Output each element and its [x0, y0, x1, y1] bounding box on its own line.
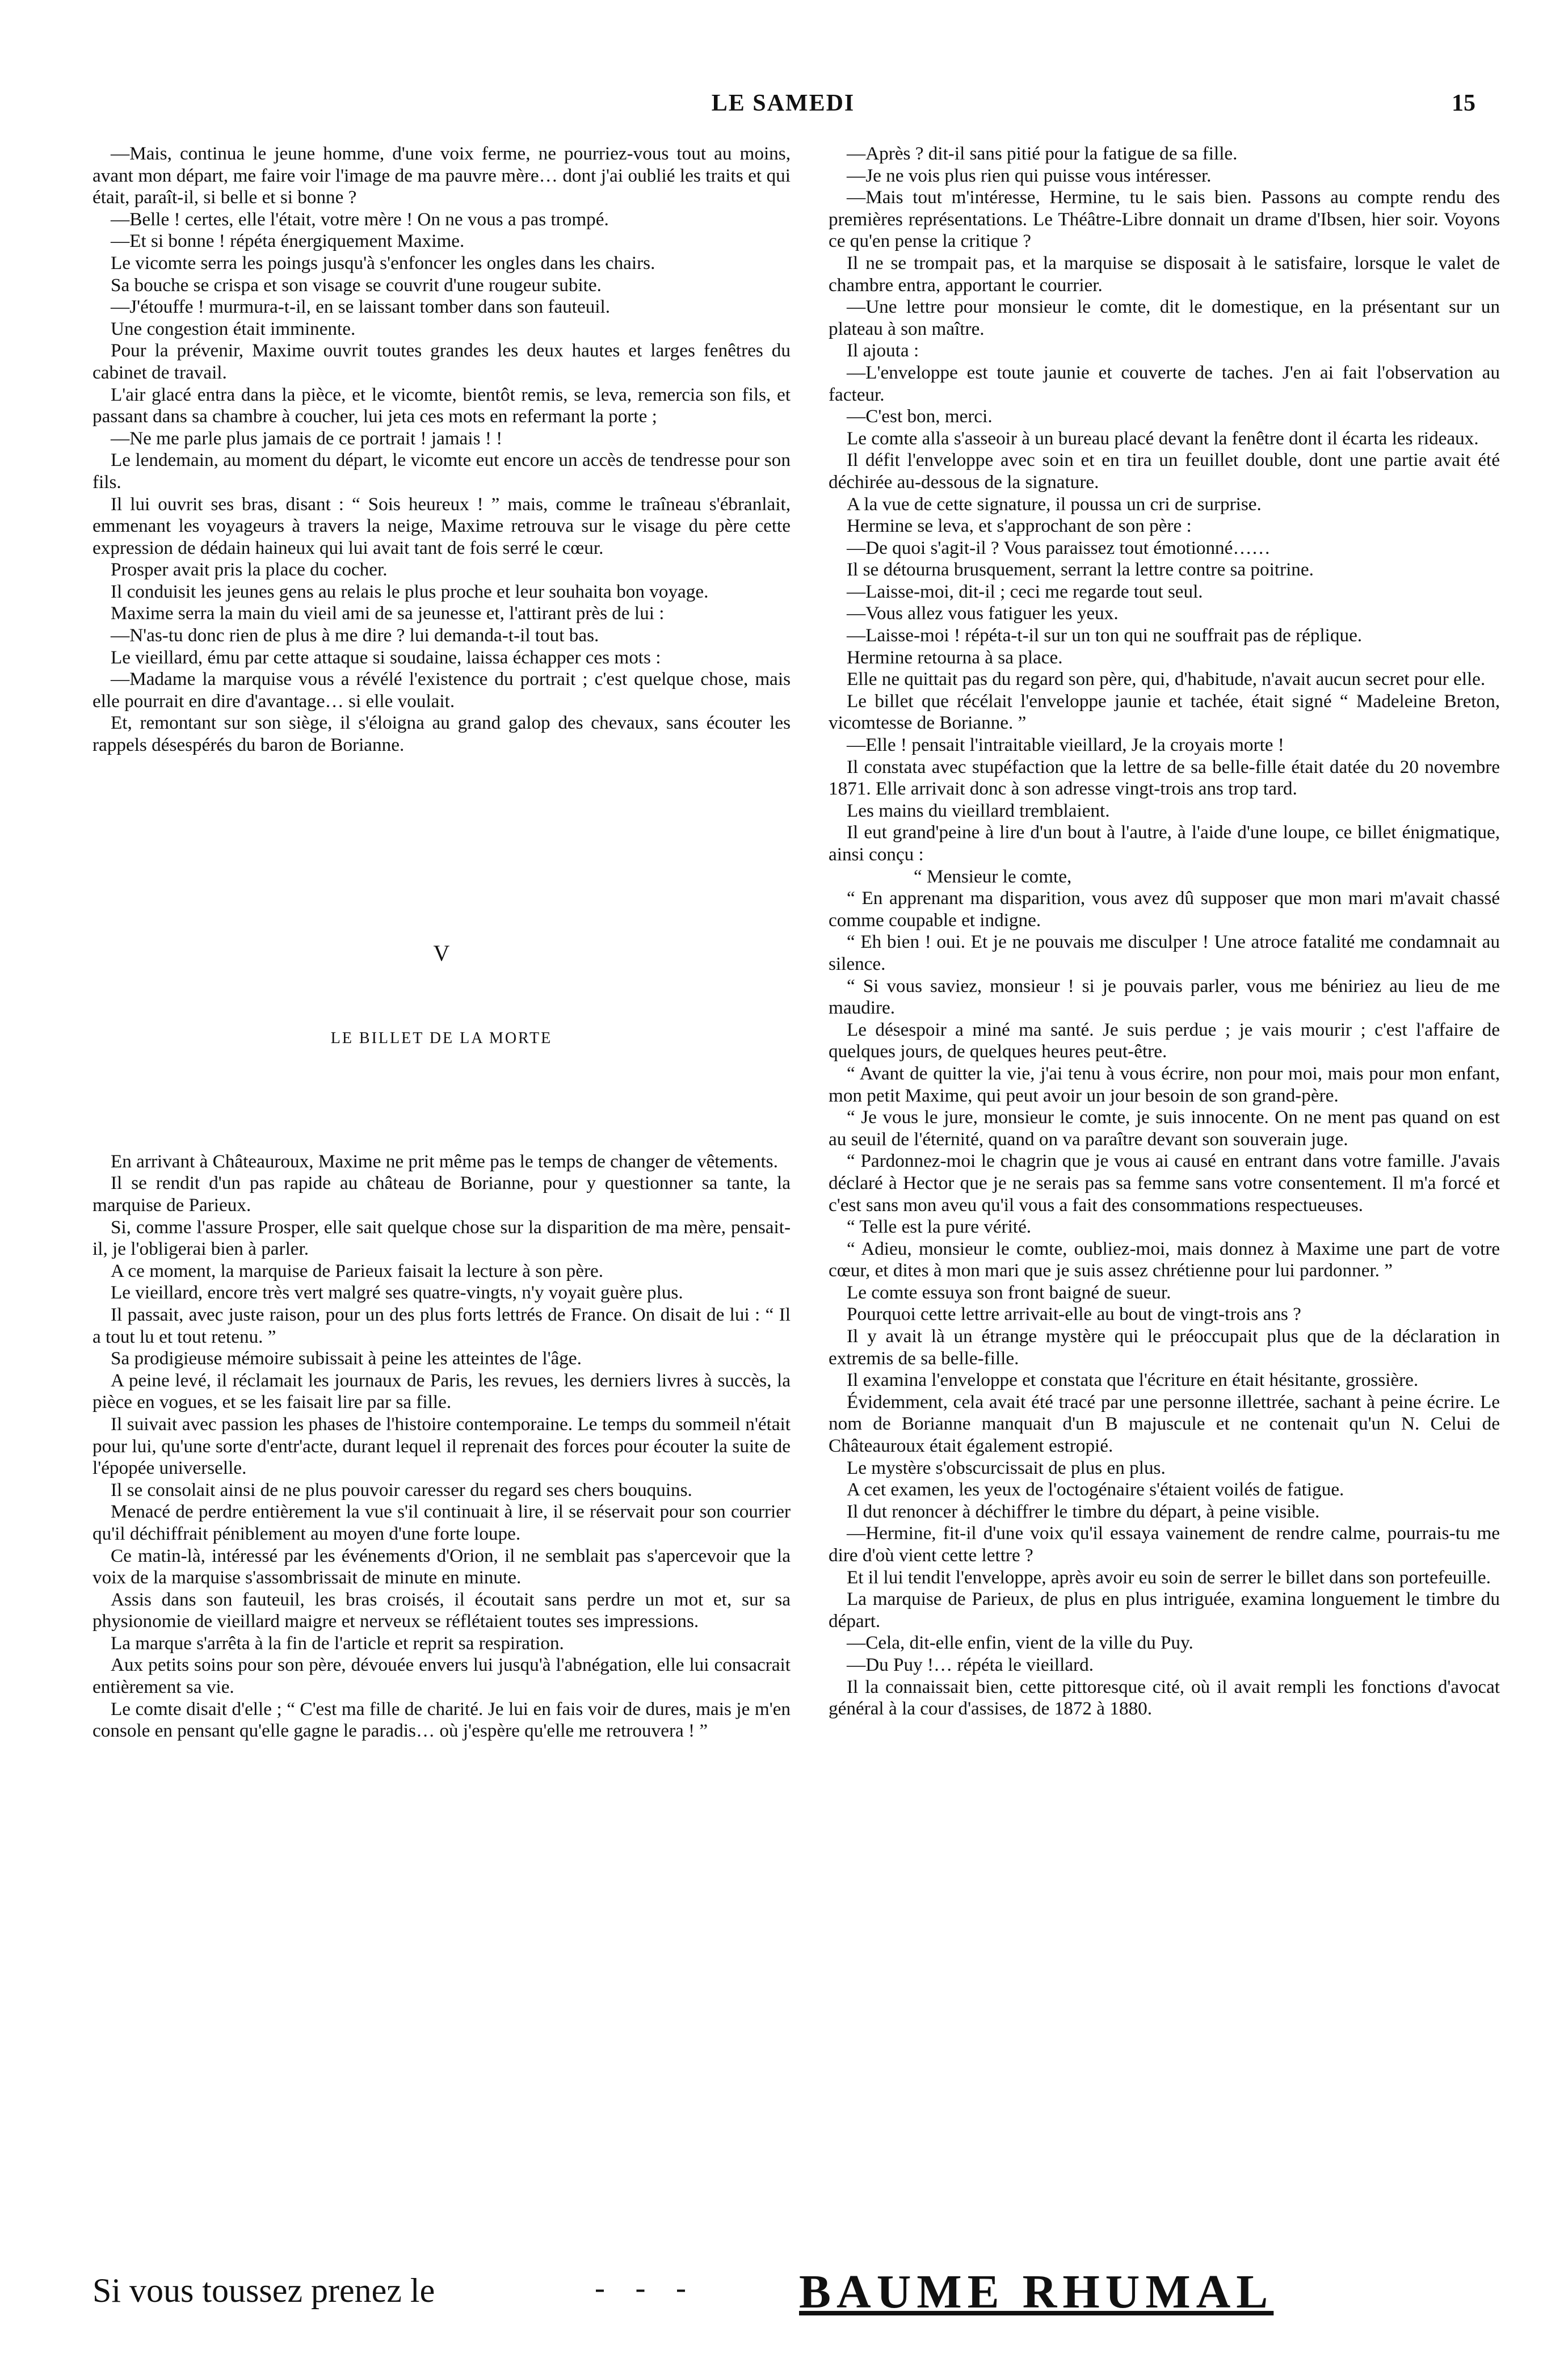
paragraph: —L'enveloppe est toute jaunie et couverte de taches. J'en ai fait l'observation au facteur. — [829, 362, 1500, 405]
paragraph: —Mais tout m'intéresse, Hermine, tu le sais bien. Passons au compte rendu des premières représentations. Le Théâtre-Libre donnait un drame d'Ibsen, hier soir. Voyons ce qu'en pense la critique ? — [829, 187, 1500, 252]
paragraph: Il y avait là un étrange mystère qui le préoccupait plus que de la déclaration in extremis de sa belle-fille. — [829, 1326, 1500, 1369]
paragraph: Sa bouche se crispa et son visage se couvrit d'une rougeur subite. — [111, 274, 602, 296]
paragraph: Il ne se trompait pas, et la marquise se disposait à le satisfaire, lorsque le valet de chambre entra, apportant le courrier. — [829, 252, 1500, 296]
paragraph: Il la connaissait bien, cette pittoresque cité, où il avait rempli les fonctions d'avocat général à la cour d'assises, de 1872 à 1880. — [829, 1676, 1500, 1720]
paragraph: Hermine retourna à sa place. — [847, 646, 1063, 668]
letter-paragraph: “ En apprenant ma disparition, vous avez dû supposer que mon mari m'avait chassé comme coupable et indigne. — [829, 888, 1500, 931]
paragraph: A ce moment, la marquise de Parieux faisait la lecture à son père. — [111, 1260, 604, 1281]
right-column-continuation — [829, 1282, 1500, 1720]
advert-brand: BAUME RHUMAL — [799, 2265, 1274, 2318]
paragraph: Le vicomte serra les poings jusqu'à s'enfoncer les ongles dans les chairs. — [111, 252, 655, 274]
paragraph: —Je ne vois plus rien qui puisse vous intéresser. — [847, 165, 1212, 186]
paragraph: Le lendemain, au moment du départ, le vicomte eut encore un accès de tendresse pour son fils. — [93, 449, 791, 493]
paragraph: Pour la prévenir, Maxime ouvrit toutes grandes les deux hautes et larges fenêtres du cabinet de travail. — [93, 340, 791, 383]
paragraph: Le comte disait d'elle ; “ C'est ma fille de charité. Je lui en fais voir de dures, mais je m'en console en pensant qu'elle gagne le paradis… où j'espère qu'elle me retrouvera ! ” — [93, 1698, 791, 1742]
letter-paragraph: “ Je vous le jure, monsieur le comte, je suis innocente. On ne ment pas quand on est au seuil de l'éternité, quand on va paraître devant son souverain juge. — [829, 1107, 1500, 1150]
paragraph: —Vous allez vous fatiguer les yeux. — [847, 603, 1119, 624]
paragraph: Maxime serra la main du vieil ami de sa jeunesse et, l'attirant près de lui : — [111, 603, 665, 624]
page-header — [91, 90, 1475, 124]
paragraph: Il constata avec stupéfaction que la lettre de sa belle-fille était datée du 20 novembre 1871. Elle arrivait donc à son adresse vingt-trois ans trop tard. — [829, 756, 1500, 800]
chapter-text — [93, 1151, 791, 1742]
paragraph: —N'as-tu donc rien de plus à me dire ? lui demanda-t-il tout bas. — [111, 625, 599, 646]
paragraph: A cet examen, les yeux de l'octogénaire s'étaient voilés de fatigue. — [847, 1479, 1344, 1500]
paragraph: En arrivant à Châteauroux, Maxime ne prit même pas le temps de changer de vêtements. — [111, 1150, 778, 1172]
paragraph: Le comte alla s'asseoir à un bureau placé devant la fenêtre dont il écarta les rideaux. — [847, 427, 1479, 449]
right-column — [829, 143, 1500, 1720]
letter-paragraph: “ Adieu, monsieur le comte, oubliez-moi, mais donnez à Maxime une part de votre cœur, et dites à mon mari que je suis assez chrétienne pour lui pardonner. ” — [829, 1238, 1500, 1281]
paragraph: —Laisse-moi ! répéta-t-il sur un ton qui ne souffrait pas de réplique. — [847, 625, 1363, 646]
paragraph: Et il lui tendit l'enveloppe, après avoir eu soin de serrer le billet dans son portefeuille. — [847, 1566, 1491, 1588]
paragraph: Le comte essuya son front baigné de sueur. — [847, 1281, 1171, 1303]
chapter-title: LE BILLET DE LA MORTE — [330, 1029, 553, 1048]
advert-lead-text: Si vous toussez prenez le — [93, 2272, 435, 2309]
paragraph: Pourquoi cette lettre arrivait-elle au bout de vingt-trois ans ? — [847, 1304, 1301, 1325]
paragraph: —Une lettre pour monsieur le comte, dit le domestique, en la présentant sur un plateau à son maître. — [829, 296, 1500, 339]
letter-salutation: “ Mensieur le comte, — [914, 865, 1072, 887]
paragraph: —Ne me parle plus jamais de ce portrait ! jamais ! ! — [111, 427, 503, 449]
paragraph: Il eut grand'peine à lire d'un bout à l'autre, à l'aide d'une loupe, ce billet énigmatique, ainsi conçu : — [829, 822, 1500, 865]
letter-paragraph: “ Telle est la pure vérité. — [847, 1216, 1032, 1238]
paragraph: —C'est bon, merci. — [847, 406, 993, 427]
paragraph: —Du Puy !… répéta le vieillard. — [847, 1654, 1094, 1675]
paragraph: Si, comme l'assure Prosper, elle sait quelque chose sur la disparition de ma mère, pensait-il, je l'obligerai bien à parler. — [93, 1216, 791, 1260]
paragraph: —Elle ! pensait l'intraitable vieillard, Je la croyais morte ! — [847, 734, 1284, 756]
paragraph: —De quoi s'agit-il ? Vous paraissez tout émotionné…… — [847, 537, 1271, 558]
paragraph: —J'étouffe ! murmura-t-il, en se laissant tomber dans son fauteuil. — [111, 296, 611, 318]
paragraph: —Madame la marquise vous a révélé l'existence du portrait ; c'est quelque chose, mais elle pourrait en dire d'avantage… si elle voulait. — [93, 669, 791, 712]
paragraph: —Mais, continua le jeune homme, d'une voix ferme, ne pourriez-vous tout au moins, avant mon départ, me faire voir l'image de ma pauvre mère… dont j'ai oublié les traits et qui était, paraît-il, si belle et si bonne ? — [93, 143, 791, 208]
paragraph: L'air glacé entra dans la pièce, et le vicomte, bientôt remis, se leva, remercia son fils, et passant dans sa chambre à coucher, lui jeta ces mots en refermant la porte ; — [93, 384, 791, 427]
paragraph: A peine levé, il réclamait les journaux de Paris, les revues, les derniers livres à succès, la pièce en vogues, et se les faisait lire par sa fille. — [93, 1369, 791, 1413]
right-column-text — [829, 143, 1500, 866]
chapter-number: V — [433, 940, 450, 966]
paragraph: Le billet que récélait l'enveloppe jaunie et tachée, était signé “ Madeleine Breton, vicomtesse de Borianne. ” — [829, 690, 1500, 734]
paragraph: —Laisse-moi, dit-il ; ceci me regarde tout seul. — [847, 581, 1203, 602]
paragraph: Le vieillard, ému par cette attaque si soudaine, laissa échapper ces mots : — [111, 646, 661, 668]
paragraph: Il se détourna brusquement, serrant la lettre contre sa poitrine. — [847, 559, 1314, 581]
paragraph: Et, remontant sur son siège, il s'éloigna au grand galop des chevaux, sans écouter les rappels désespérés du baron de Borianne. — [93, 712, 791, 756]
paragraph: Assis dans son fauteuil, les bras croisés, il écoutait sans perdre un mot et, sur sa physionomie de vieillard maigre et nerveux se réflétaient toutes ses impressions. — [93, 1588, 791, 1632]
paragraph: Ce matin-là, intéressé par les événements d'Orion, il ne semblait pas s'apercevoir que la voix de la marquise s'assombrissait de minute en minute. — [93, 1545, 791, 1588]
journal-title: LE SAMEDI — [711, 90, 855, 116]
paragraph: Les mains du vieillard tremblaient. — [847, 800, 1110, 821]
paragraph: —Et si bonne ! répéta énergiquement Maxime. — [111, 230, 465, 252]
paragraph: Il lui ouvrit ses bras, disant : “ Sois heureux ! ” mais, comme le traîneau s'ébranlait, emmenant les voyageurs à travers la neige, Maxime retrouva sur le visage du père cette expression de dédain haineux qui lui avait tant de fois serré le cœur. — [93, 493, 791, 558]
paragraph: Elle ne quittait pas du regard son père, qui, d'habitude, n'avait aucun secret pour elle. — [847, 669, 1486, 690]
paragraph: Il défit l'enveloppe avec soin et en tira un feuillet double, dont une partie avait été déchirée au-dessous de la signature. — [829, 449, 1500, 493]
page-number: 15 — [1452, 90, 1475, 116]
paragraph: Il suivait avec passion les phases de l'histoire contemporaine. Le temps du sommeil n'était pour lui, qu'une sorte d'entr'acte, durant lequel il reprenait des forces pour écouter la suite de l'épopée universelle. — [93, 1413, 791, 1479]
paragraph: Prosper avait pris la place du cocher. — [111, 559, 388, 581]
paragraph: Il conduisit les jeunes gens au relais le plus proche et leur souhaita bon voyage. — [111, 581, 709, 602]
paragraph: Il dut renoncer à déchiffrer le timbre du départ, à peine visible. — [847, 1500, 1320, 1522]
letter-paragraph: Le désespoir a miné ma santé. Je suis perdue ; je vais mourir ; c'est l'affaire de quelques jours, de quelques heures peut-être. — [829, 1019, 1500, 1062]
paragraph: Il passait, avec juste raison, pour un des plus forts lettrés de France. On disait de lui : “ Il a tout lu et tout retenu. ” — [93, 1304, 791, 1347]
paragraph: La marque s'arrêta à la fin de l'article et reprit sa respiration. — [111, 1632, 564, 1654]
paragraph: —Après ? dit-il sans pitié pour la fatigue de sa fille. — [847, 143, 1238, 164]
paragraph: Hermine se leva, et s'approchant de son père : — [847, 515, 1192, 537]
paragraph: Il se rendit d'un pas rapide au château de Borianne, pour y questionner sa tante, la marquise de Parieux. — [93, 1172, 791, 1216]
advert-dashes: - - - — [595, 2271, 697, 2305]
advertisement-banner — [93, 2264, 1500, 2318]
letter-paragraph: “ Eh bien ! oui. Et je ne pouvais me disculper ! Une atroce fatalité me condamnait au silence. — [829, 931, 1500, 974]
left-column — [93, 143, 791, 1742]
letter-paragraph: “ Si vous saviez, monsieur ! si je pouvais parler, vous me béniriez au lieu de me maudire. — [829, 975, 1500, 1019]
paragraph: Évidemment, cela avait été tracé par une personne illettrée, sachant à peine écrire. Le nom de Borianne manquait d'un B majuscule et ne contenait qu'un N. Celui de Châteauroux était également estropié. — [829, 1391, 1500, 1457]
paragraph: Aux petits soins pour son père, dévouée envers lui jusqu'à l'abnégation, elle lui consacrait entièrement sa vie. — [93, 1654, 791, 1698]
paragraph: —Belle ! certes, elle l'était, votre mère ! On ne vous a pas trompé. — [111, 208, 609, 230]
paragraph: Il ajouta : — [847, 340, 919, 362]
paragraph: Sa prodigieuse mémoire subissait à peine les atteintes de l'âge. — [111, 1348, 582, 1369]
paragraph: La marquise de Parieux, de plus en plus intriguée, examina longuement le timbre du départ. — [829, 1588, 1500, 1632]
paragraph: Une congestion était imminente. — [111, 318, 356, 339]
letter-paragraph: “ Avant de quitter la vie, j'ai tenu à vous écrire, non pour moi, mais pour mon enfant, mon petit Maxime, qui peut avoir un jour besoin de son grand-père. — [829, 1062, 1500, 1106]
paragraph: Le mystère s'obscurcissait de plus en plus. — [847, 1457, 1166, 1478]
left-column-text — [93, 143, 791, 756]
letter-paragraph: “ Pardonnez-moi le chagrin que je vous ai causé en entrant dans votre famille. J'avais déclaré à Hector que je ne serais pas sa femme sans votre consentement. Il m'a forcé et c'est sans mon aveu qu'il vous a fait des consommations respectueuses. — [829, 1150, 1500, 1216]
paragraph: —Cela, dit-elle enfin, vient de la ville du Puy. — [847, 1632, 1193, 1654]
paragraph: Menacé de perdre entièrement la vue s'il continuait à lire, il se réservait pour son courrier qu'il déchiffrait péniblement au moyen d'une forte loupe. — [93, 1501, 791, 1544]
paragraph: Il se consolait ainsi de ne plus pouvoir caresser du regard ses chers bouquins. — [111, 1479, 692, 1500]
letter-body — [829, 888, 1500, 1282]
paragraph: Il examina l'enveloppe et constata que l'écriture en était hésitante, grossière. — [847, 1369, 1419, 1391]
paragraph: —Hermine, fit-il d'une voix qu'il essaya vainement de rendre calme, pourrais-tu me dire d'où vient cette lettre ? — [829, 1523, 1500, 1566]
paragraph: A la vue de cette signature, il poussa un cri de surprise. — [847, 493, 1262, 515]
paragraph: Le vieillard, encore très vert malgré ses quatre-vingts, n'y voyait guère plus. — [111, 1282, 683, 1304]
